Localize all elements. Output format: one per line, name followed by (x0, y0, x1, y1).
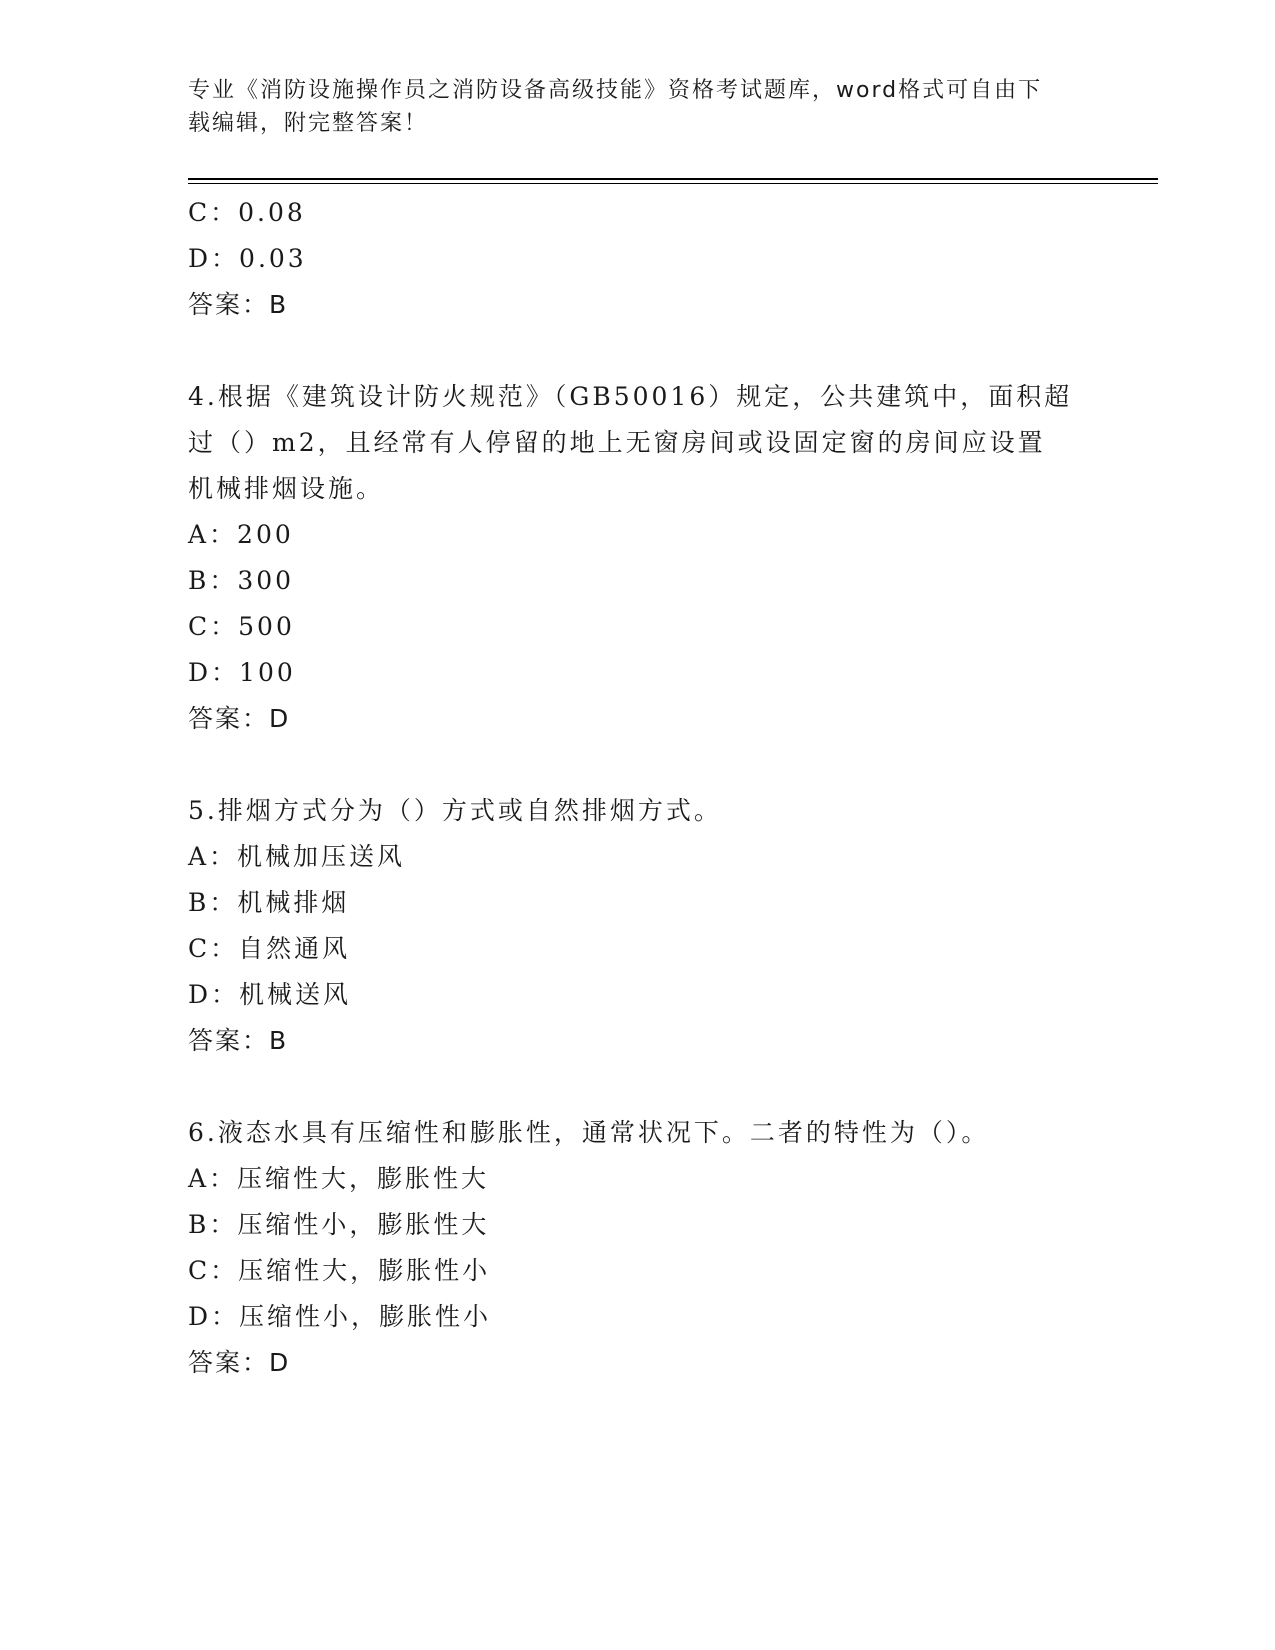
header-title-line1: 专业《消防设施操作员之消防设备高级技能》资格考试题库，word格式可自由下 (188, 78, 1043, 103)
spacer (188, 328, 1088, 374)
question-list (188, 190, 1088, 1386)
q6-option-d: D：压缩性小，膨胀性小 (188, 1302, 492, 1331)
q4-text-line3: 机械排烟设施。 (188, 474, 385, 503)
q4-answer: 答案：D (188, 704, 291, 733)
q3-option-d: D：0.03 (188, 244, 307, 273)
q6-option-a: A：压缩性大，膨胀性大 (188, 1164, 490, 1193)
q4-option-b: B：300 (188, 566, 295, 595)
q5-option-b: B：机械排烟 (188, 888, 350, 917)
q3-answer: 答案：B (188, 290, 289, 319)
q3-option-c: C：0.08 (188, 198, 306, 227)
question-5 (188, 788, 1088, 1064)
question-3-tail (188, 190, 1088, 328)
q6-option-c: C：压缩性大，膨胀性小 (188, 1256, 491, 1285)
spacer (188, 742, 1088, 788)
q6-option-b: B：压缩性小，膨胀性大 (188, 1210, 490, 1239)
q4-option-c: C：500 (188, 612, 295, 641)
q4-text-line1: 4.根据《建筑设计防火规范》（GB50016）规定，公共建筑中，面积超 (188, 382, 1073, 411)
header-divider-thin (188, 183, 1158, 184)
q6-text-line1: 6.液态水具有压缩性和膨胀性，通常状况下。二者的特性为（）。 (188, 1118, 990, 1147)
header-title-line2: 载编辑，附完整答案！ (188, 111, 429, 136)
q5-option-d: D：机械送风 (188, 980, 352, 1009)
q5-option-c: C：自然通风 (188, 934, 351, 963)
header-divider-thick (188, 178, 1158, 180)
question-4 (188, 374, 1088, 742)
q5-answer: 答案：B (188, 1026, 289, 1055)
q5-option-a: A：机械加压送风 (188, 842, 406, 871)
q6-answer: 答案：D (188, 1348, 291, 1377)
spacer (188, 1064, 1088, 1110)
question-6 (188, 1110, 1088, 1386)
document-header (188, 74, 1078, 140)
q5-text-line1: 5.排烟方式分为（）方式或自然排烟方式。 (188, 796, 722, 825)
q4-option-a: A：200 (188, 520, 294, 549)
q4-option-d: D：100 (188, 658, 296, 687)
q4-text-line2: 过（）m2，且经常有人停留的地上无窗房间或设固定窗的房间应设置 (188, 428, 1046, 457)
